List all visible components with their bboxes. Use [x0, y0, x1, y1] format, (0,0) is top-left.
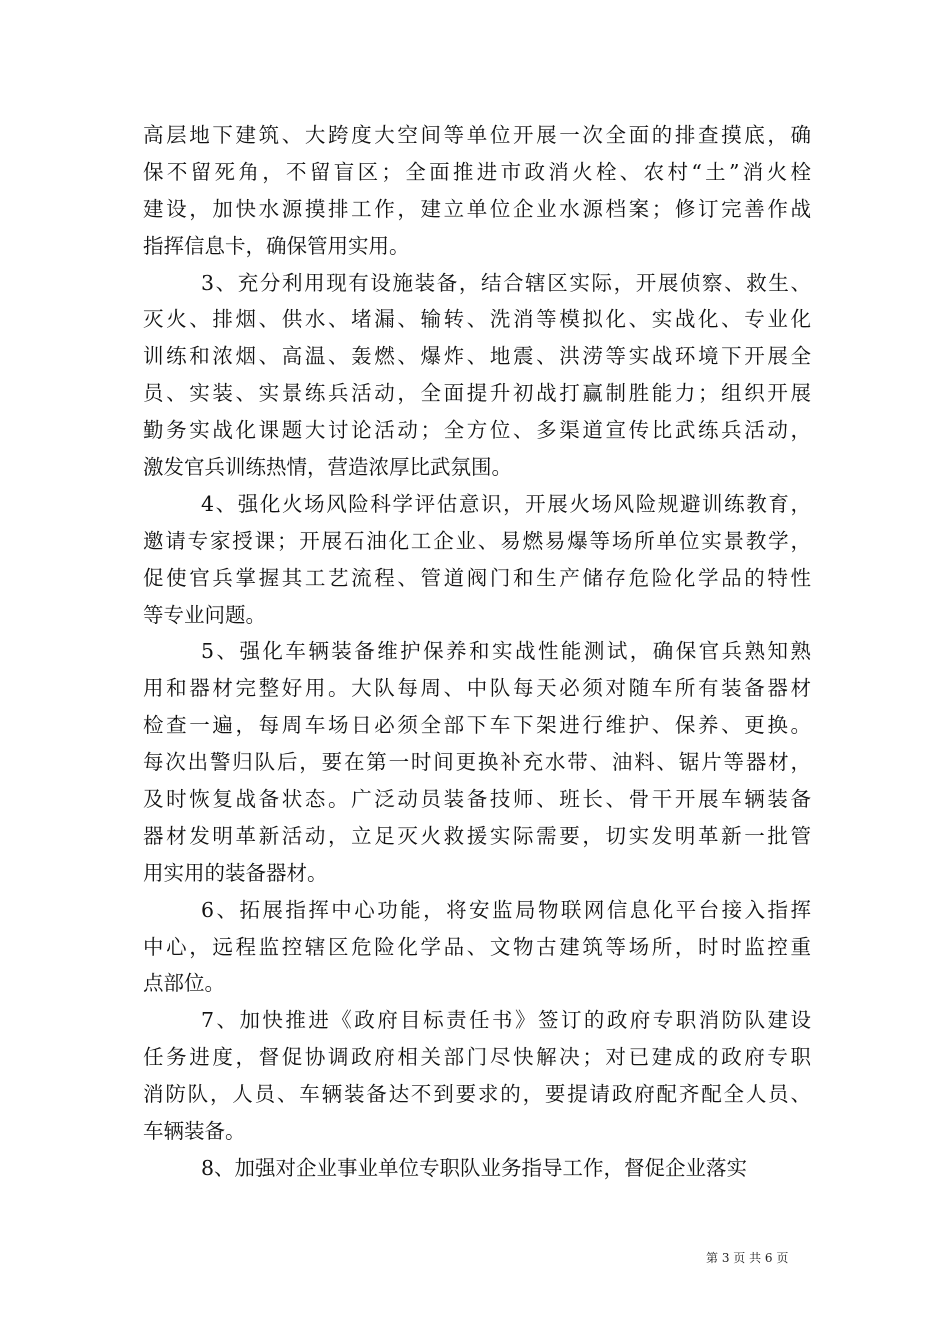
text-line: 及时恢复战备状态。广泛动员装备技师、班长、骨干开展车辆装备 [143, 787, 811, 812]
text-line: 高层地下建筑、大跨度大空间等单位开展一次全面的排查摸底，确 [143, 123, 811, 147]
text-line: 车辆装备。 [143, 1119, 246, 1144]
paragraph-start-line: 8、加强对企业事业单位专职队业务指导工作，督促企业落实 [201, 1155, 748, 1180]
document-body [143, 117, 811, 1187]
text-line: 中心，远程监控辖区危险化学品、文物古建筑等场所，时时监控重 [143, 934, 811, 959]
text-line: 检查一遍，每周车场日必须全部下车下架进行维护、保养、更换。 [143, 713, 811, 738]
text-line: 用和器材完整好用。大队每周、中队每天必须对随车所有装备器材 [143, 676, 811, 701]
text-line: 保不留死角，不留盲区；全面推进市政消火栓、农村“土”消火栓 [143, 159, 811, 184]
paragraph-start-line: 4、强化火场风险科学评估意识，开展火场风险规避训练教育， [201, 491, 811, 516]
text-line: 建设，加快水源摸排工作，建立单位企业水源档案；修订完善作战 [143, 196, 811, 221]
paragraph-start-line: 3、充分利用现有设施装备，结合辖区实际，开展侦察、救生、 [201, 270, 811, 295]
paragraph-start-line: 7、加快推进《政府目标责任书》签订的政府专职消防队建设 [201, 1008, 811, 1033]
paragraph-start-line: 5、强化车辆装备维护保养和实战性能测试，确保官兵熟知熟 [201, 639, 811, 664]
text-line: 促使官兵掌握其工艺流程、管道阀门和生产储存危险化学品的特性 [143, 565, 811, 590]
text-line: 勤务实战化课题大讨论活动；全方位、多渠道宣传比武练兵活动， [143, 418, 811, 443]
text-line: 邀请专家授课；开展石油化工企业、易燃易爆等场所单位实景教学， [143, 528, 811, 553]
text-line: 消防队，人员、车辆装备达不到要求的，要提请政府配齐配全人员、 [143, 1082, 811, 1107]
paragraph-start-line: 6、拓展指挥中心功能，将安监局物联网信息化平台接入指挥 [201, 897, 811, 922]
page-number-footer: 第 3 页 共 6 页 [706, 1251, 789, 1265]
text-line: 用实用的装备器材。 [143, 860, 328, 885]
text-line: 训练和浓烟、高温、轰燃、爆炸、地震、洪涝等实战环境下开展全 [143, 344, 811, 369]
text-line: 激发官兵训练热情，营造浓厚比武氛围。 [143, 455, 512, 480]
text-line: 任务进度，督促协调政府相关部门尽快解决；对已建成的政府专职 [143, 1045, 811, 1070]
text-line: 器材发明革新活动，立足灭火救援实际需要，切实发明革新一批管 [143, 823, 811, 848]
text-line: 每次出警归队后，要在第一时间更换补充水带、油料、锯片等器材， [143, 750, 811, 775]
text-line: 员、实装、实景练兵活动，全面提升初战打赢制胜能力；组织开展 [143, 381, 811, 406]
text-line: 指挥信息卡，确保管用实用。 [143, 233, 410, 258]
text-line: 等专业问题。 [143, 602, 266, 627]
text-line: 灭火、排烟、供水、堵漏、输转、洗消等模拟化、实战化、专业化 [143, 307, 811, 332]
text-line: 点部位。 [143, 971, 225, 996]
